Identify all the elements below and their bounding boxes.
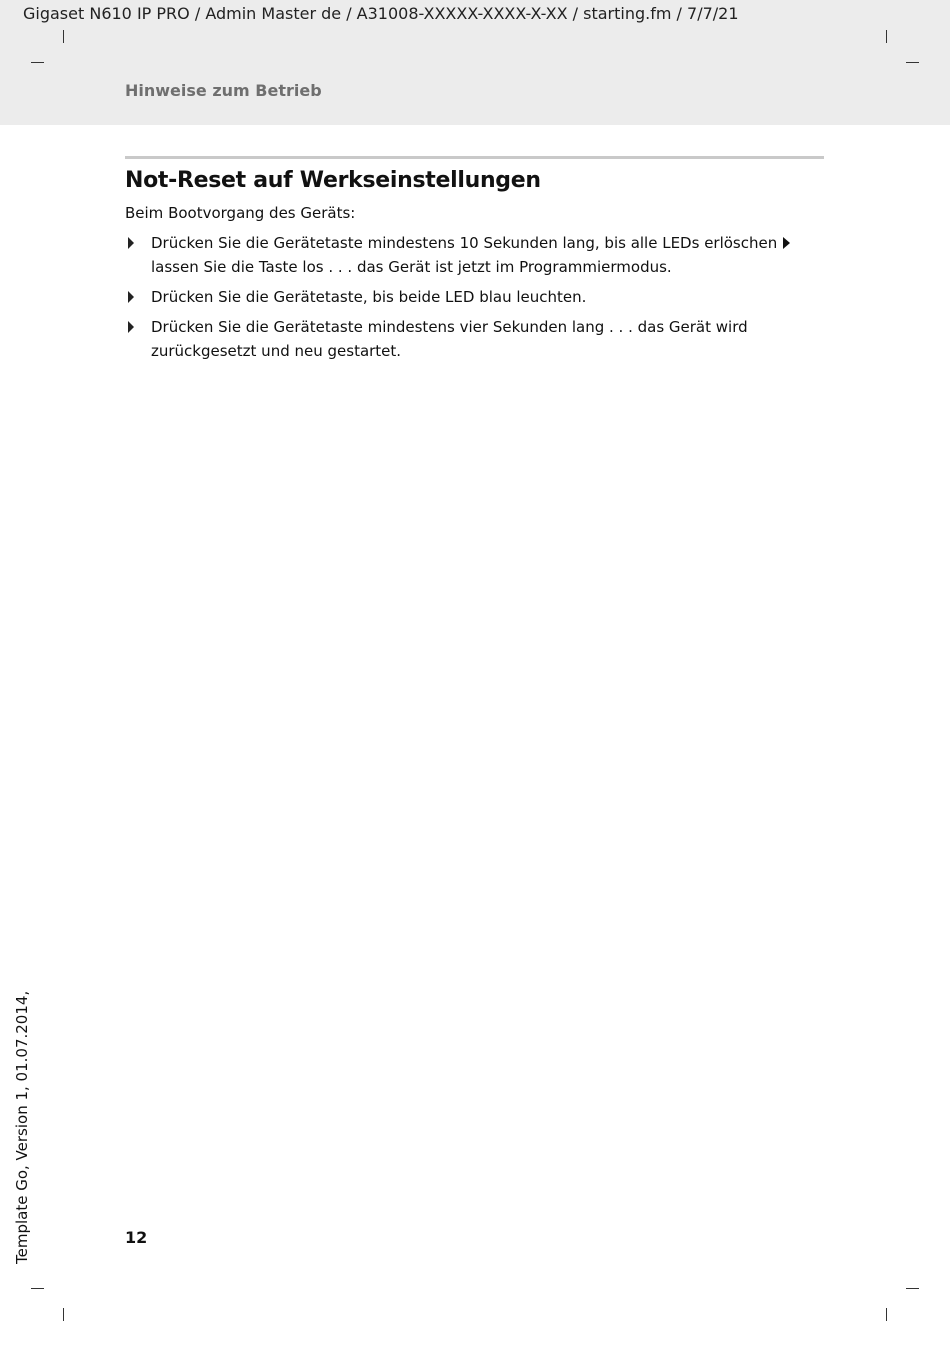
crop-mark bbox=[886, 1308, 887, 1321]
list-item bbox=[125, 315, 824, 363]
crop-mark bbox=[31, 1288, 44, 1289]
crop-mark bbox=[63, 30, 64, 43]
page-number: 12 bbox=[125, 1228, 148, 1247]
bullet-arrow-icon bbox=[128, 321, 134, 333]
list-item bbox=[125, 231, 824, 279]
crop-mark bbox=[63, 1308, 64, 1321]
list-item bbox=[125, 285, 824, 309]
crop-mark bbox=[906, 62, 919, 63]
step-text: Drücken Sie die Gerätetaste mindestens 10 Sekunden lang, bis alle LEDs erlöschen bbox=[151, 234, 778, 252]
step-text: Drücken Sie die Gerätetaste, bis beide LED blau leuchten. bbox=[151, 288, 587, 306]
arrow-right-icon bbox=[783, 237, 790, 249]
bullet-arrow-icon bbox=[128, 291, 134, 303]
crop-mark bbox=[886, 30, 887, 43]
crop-mark bbox=[31, 62, 44, 63]
step-text: Drücken Sie die Gerätetaste mindestens vier Sekunden lang . . . das Gerät wird zurückgesetzt und neu gestartet. bbox=[151, 318, 748, 360]
bullet-arrow-icon bbox=[128, 237, 134, 249]
step-list bbox=[125, 231, 824, 369]
template-note: Template Go, Version 1, 01.07.2014, bbox=[13, 990, 31, 1264]
file-header: Gigaset N610 IP PRO / Admin Master de / A31008-XXXXX-XXXX-X-XX / starting.fm / 7/7/21 bbox=[23, 4, 739, 23]
running-header: Hinweise zum Betrieb bbox=[125, 81, 322, 100]
step-text: lassen Sie die Taste los . . . das Gerät ist jetzt im Programmiermodus. bbox=[151, 258, 672, 276]
crop-mark bbox=[906, 1288, 919, 1289]
section-rule bbox=[125, 156, 824, 159]
intro-text: Beim Bootvorgang des Geräts: bbox=[125, 204, 356, 222]
section-title: Not-Reset auf Werkseinstellungen bbox=[125, 168, 541, 193]
